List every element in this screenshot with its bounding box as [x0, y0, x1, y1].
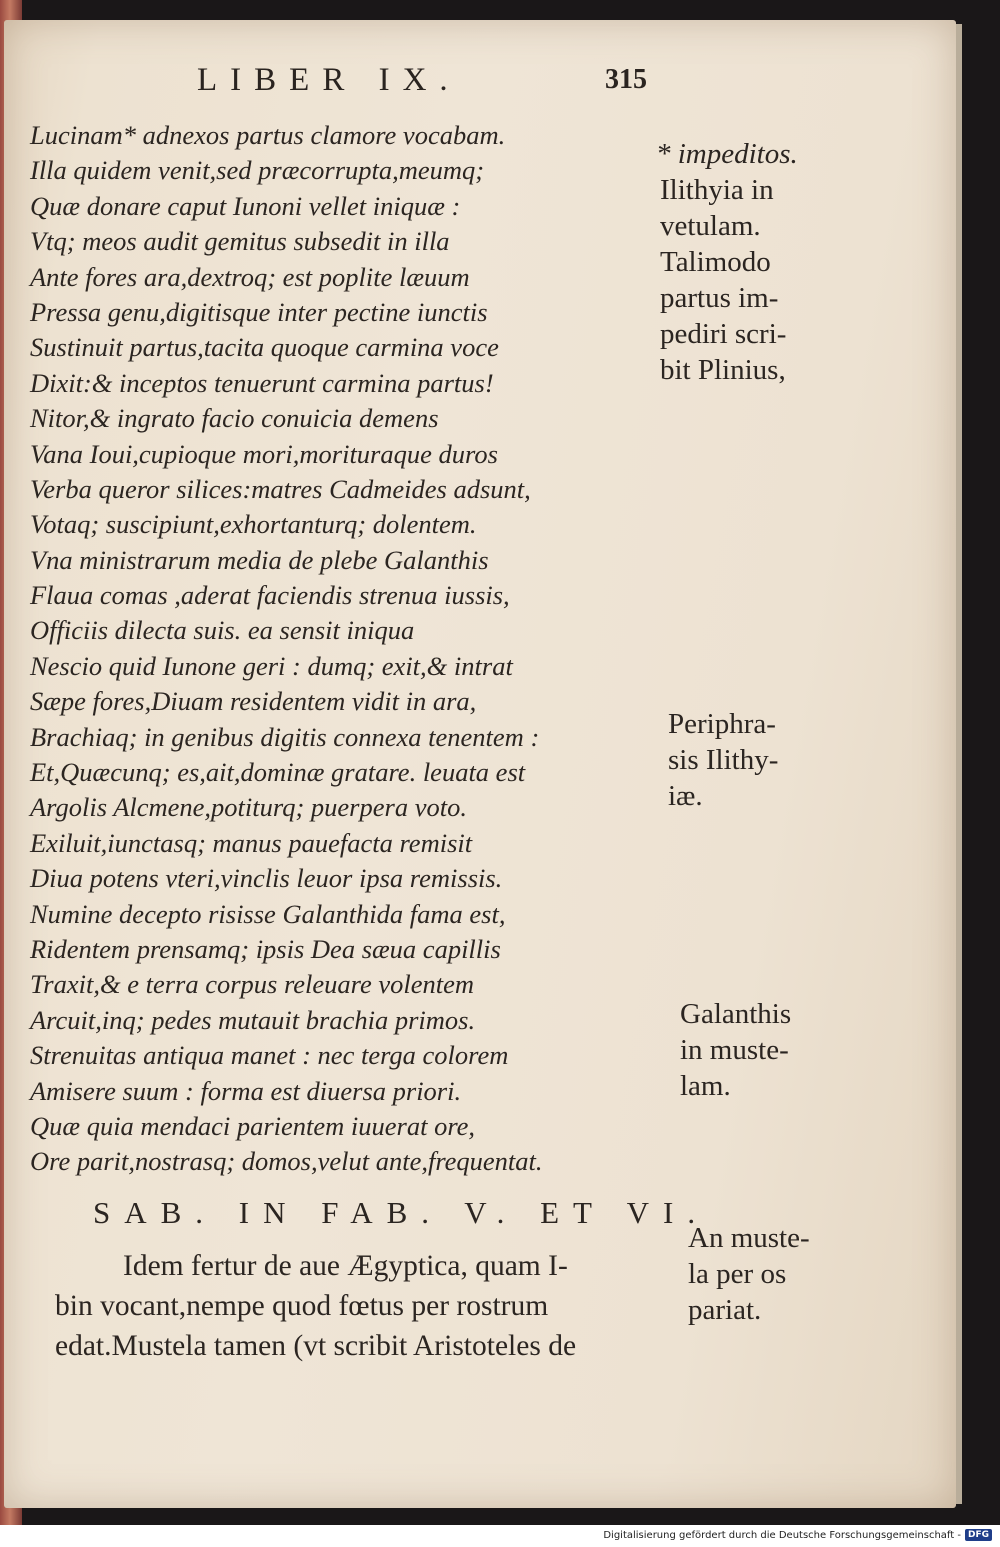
verse-line: Brachiaq; in genibus digitis connexa tenentem :: [30, 721, 540, 752]
margin-note-line: bit Plinius,: [660, 354, 786, 386]
verse-line: Sustinuit partus,tacita quoque carmina voce: [30, 332, 499, 363]
verse-line: Strenuitas antiqua manet : nec terga colorem: [30, 1040, 509, 1071]
margin-note-line: pediri scri-: [660, 318, 787, 350]
verse-line: Flaua comas ,aderat faciendis strenua iussis,: [30, 580, 510, 611]
section-heading: SAB. IN FAB. V. ET VI.: [93, 1195, 710, 1230]
margin-note-line: lam.: [680, 1070, 731, 1102]
verse-line: Verba queror silices:matres Cadmeides adsunt,: [30, 473, 531, 504]
verse-line: Quæ quia mendaci parientem iuuerat ore,: [30, 1110, 476, 1141]
page-edge: [956, 24, 962, 1504]
verse-line: Numine decepto risisse Galanthida fama est,: [30, 898, 506, 929]
margin-note-line: sis Ilithy-: [668, 744, 779, 776]
margin-note-line: * impeditos.: [656, 138, 798, 170]
margin-note-line: Ilithyia in: [660, 174, 774, 206]
verse-line: Pressa genu,digitisque inter pectine iunctis: [30, 296, 488, 327]
margin-note-impeditos: [656, 136, 798, 172]
verse-line: Argolis Alcmene,potiturq; puerpera voto.: [30, 792, 467, 823]
margin-note-periphrasis: [668, 706, 778, 814]
margin-note-line: An muste-: [688, 1222, 810, 1254]
verse-line: Vna ministrarum media de plebe Galanthis: [30, 544, 489, 575]
prose-line: edat.Mustela tamen (vt scribit Aristoteles de: [55, 1330, 577, 1362]
verse-text: [30, 118, 670, 1180]
verse-line: Vtq; meos audit gemitus subsedit in illa: [30, 226, 450, 257]
verse-line: Amisere suum : forma est diuersa priori.: [30, 1075, 462, 1106]
margin-note-line: in muste-: [680, 1034, 789, 1066]
margin-note-line: pariat.: [688, 1294, 762, 1326]
verse-line: Votaq; suscipiunt,exhortanturq; dolentem.: [30, 509, 477, 540]
margin-note-mustela: [688, 1220, 810, 1328]
verse-line: Sæpe fores,Diuam residentem vidit in ara,: [30, 686, 477, 717]
verse-line: Arcuit,inq; pedes mutauit brachia primos.: [30, 1004, 476, 1035]
footer-text: Digitalisierung gefördert durch die Deutsche Forschungsgemeinschaft -: [603, 1529, 961, 1541]
verse-line: Nescio quid Iunone geri : dumq; exit,& intrat: [30, 650, 513, 681]
margin-note-line: la per os: [688, 1258, 787, 1290]
margin-note-line: Galanthis: [680, 998, 792, 1030]
prose-text: [55, 1246, 695, 1366]
verse-line: Officiis dilecta suis. ea sensit iniqua: [30, 615, 415, 646]
verse-line: Ore parit,nostrasq; domos,velut ante,frequentat.: [30, 1146, 543, 1177]
verse-line: Diua potens vteri,vinclis leuor ipsa remissis.: [30, 863, 503, 894]
margin-note-ilithyia: [660, 172, 786, 388]
prose-line: Idem fertur de aue Ægyptica, quam I-: [123, 1250, 568, 1282]
verse-line: Nitor,& ingrato facio conuicia demens: [30, 403, 439, 434]
margin-note-galanthis: [680, 996, 791, 1104]
verse-line: Ridentem prensamq; ipsis Dea sæua capillis: [30, 933, 501, 964]
dfg-logo-icon: DFG: [965, 1529, 992, 1541]
verse-line: Et,Quæcunq; es,ait,dominæ gratare. leuata est: [30, 757, 526, 788]
verse-line: Quæ donare caput Iunoni vellet iniquæ :: [30, 190, 461, 221]
verse-line: Ante fores ara,dextroq; est poplite læuum: [30, 261, 470, 292]
margin-note-line: Talimodo: [660, 246, 771, 278]
footer-credit: [603, 1529, 992, 1541]
margin-note-line: partus im-: [660, 282, 779, 314]
margin-note-line: vetulam.: [660, 210, 761, 242]
verse-line: Vana Ioui,cupioque mori,morituraque duros: [30, 438, 498, 469]
page-number: 315: [605, 64, 647, 95]
margin-note-line: iæ.: [668, 780, 703, 812]
verse-line: Exiluit,iunctasq; manus pauefacta remisit: [30, 827, 473, 858]
verse-line: Traxit,& e terra corpus releuare volentem: [30, 969, 475, 1000]
prose-line: bin vocant,nempe quod fœtus per rostrum: [55, 1290, 549, 1322]
margin-note-line: Periphra-: [668, 708, 776, 740]
verse-line: Illa quidem venit,sed præcorrupta,meumq;: [30, 155, 485, 186]
verse-line: Dixit:& inceptos tenuerunt carmina partus!: [30, 367, 494, 398]
running-title: LIBER IX.: [197, 62, 461, 98]
verse-line: Lucinam* adnexos partus clamore vocabam.: [30, 120, 506, 150]
